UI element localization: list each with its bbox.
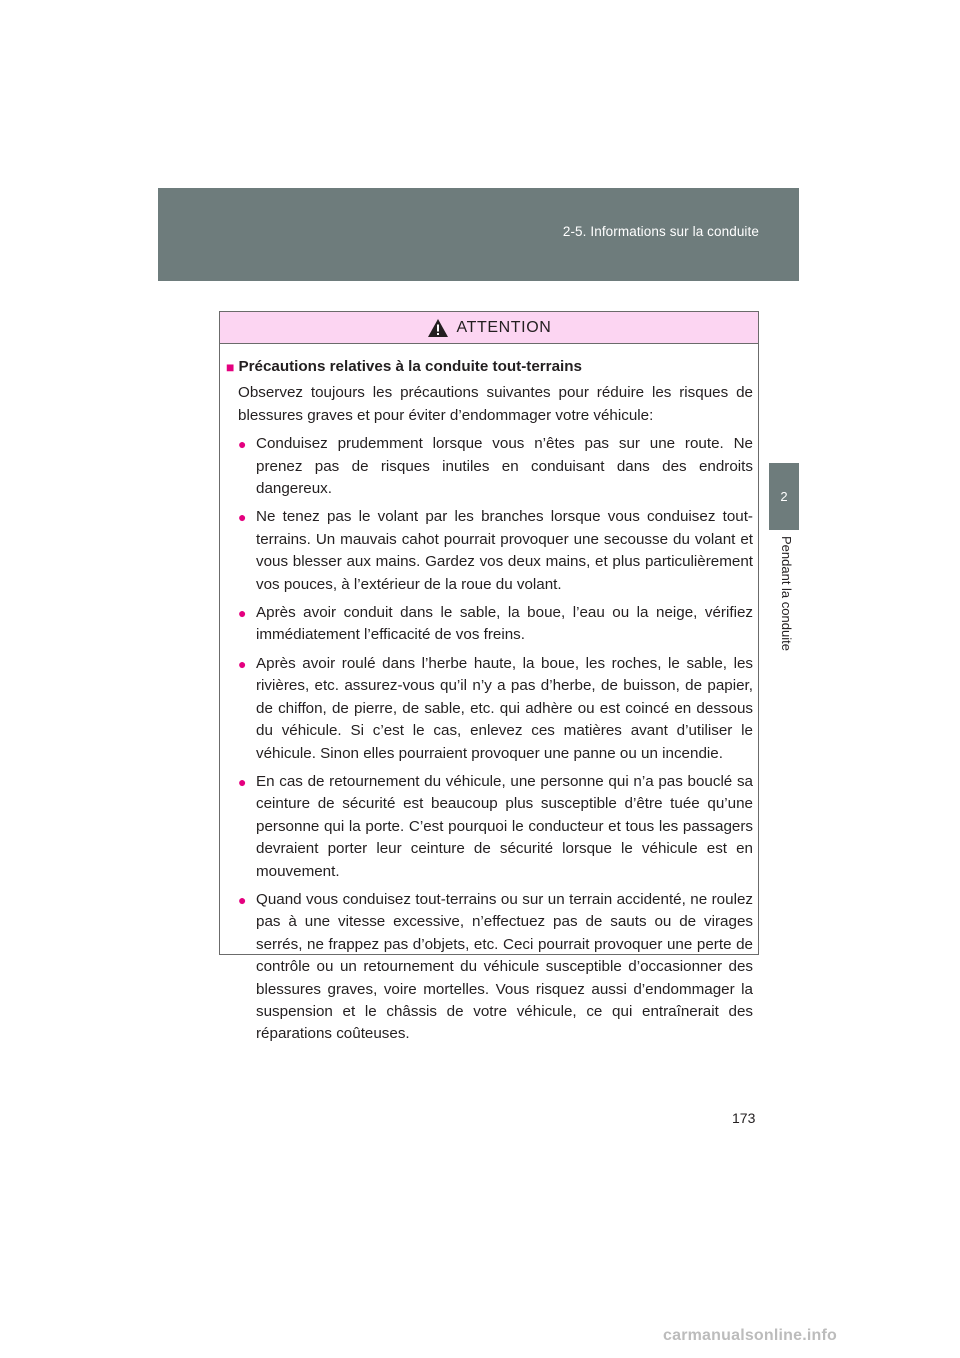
list-item: [238, 433, 753, 500]
list-item-text: Ne tenez pas le volant par les branches lorsque vous conduisez tout-terrains. Un mauvais cahot pourrait provoquer une secousse du volant et vous blesser aux mains. Gardez vos deux mains, et plus particulièrement vos pouces, à l’extérieur de la roue du volant.: [256, 508, 753, 593]
list-item-text: Après avoir conduit dans le sable, la boue, l’eau ou la neige, vérifiez immédiatement l’efficacité de vos freins.: [256, 604, 753, 644]
warning-triangle-icon: [427, 318, 449, 338]
page-number: 173: [732, 1110, 756, 1126]
intro-paragraph: Observez toujours les précautions suivantes pour réduire les risques de blessures graves et pour éviter d’endommager votre véhicule:: [238, 384, 753, 424]
list-item: [238, 506, 753, 596]
circle-bullet-icon: ●: [238, 436, 247, 453]
chapter-number: 2: [780, 489, 788, 504]
chapter-label: Pendant la conduite: [779, 536, 794, 651]
list-item-text: Après avoir roulé dans l’herbe haute, la boue, les roches, le sable, les rivières, etc. assurez-vous qu’il n’y a pas d’herbe, de buisson, de papier, de chiffon, de pierre, de sable, etc. qui adhère ou est coincé en dessous du véhicule. Si c’est le cas, enlevez ces matières avant d’utiliser le véhicule. Sinon elles pourraient provoquer une panne ou un incendie.: [256, 654, 753, 762]
section-heading-text: Précautions relatives à la conduite tout-terrains: [238, 358, 582, 375]
chapter-tab: [769, 463, 799, 530]
section-title: 2-5. Informations sur la conduite: [562, 224, 759, 239]
list-item: [238, 653, 753, 765]
circle-bullet-icon: ●: [238, 605, 247, 622]
list-item: [238, 889, 753, 1046]
list-item: [238, 602, 753, 647]
header-band: [158, 188, 799, 281]
list-item-text: Quand vous conduisez tout-terrains ou sur un terrain accidenté, ne roulez pas à une vitesse excessive, n’effectuez pas de sauts ou de virages serrés, ne frappez pas d’objets, etc. Ceci pourrait provoquer une perte de contrôle ou un retournement du véhicule susceptible d’occasionner des blessures graves, voire mortelles. Vous risquez aussi d’endommager la suspension et le châssis de votre véhicule, ce qui entraînerait des réparations coûteuses.: [256, 890, 753, 1043]
watermark-link[interactable]: carmanualsonline.info: [663, 1327, 838, 1344]
list-item-text: Conduisez prudemment lorsque vous n’êtes pas sur une route. Ne prenez pas de risques inutiles en conduisant dans des endroits dangereux.: [256, 435, 753, 498]
circle-bullet-icon: ●: [238, 655, 247, 672]
square-bullet-icon: ■: [226, 359, 235, 375]
warning-header: [220, 312, 758, 344]
warning-box: [219, 311, 759, 1043]
section-heading: [226, 356, 753, 378]
list-item-text: En cas de retournement du véhicule, une personne qui n’a pas bouclé sa ceinture de sécurité est beaucoup plus susceptible d’être tuée qu’une personne qui la porte. C’est pourquoi le conducteur et tous les passagers devraient porter leur ceinture de sécurité lorsque le véhicule est en mouvement.: [256, 772, 753, 880]
list-item: [238, 771, 753, 883]
warning-title: ATTENTION: [456, 318, 552, 336]
circle-bullet-icon: ●: [238, 891, 247, 908]
circle-bullet-icon: ●: [238, 773, 247, 790]
circle-bullet-icon: ●: [238, 509, 247, 526]
precaution-list: [226, 433, 753, 1046]
warning-body: [220, 344, 758, 1046]
